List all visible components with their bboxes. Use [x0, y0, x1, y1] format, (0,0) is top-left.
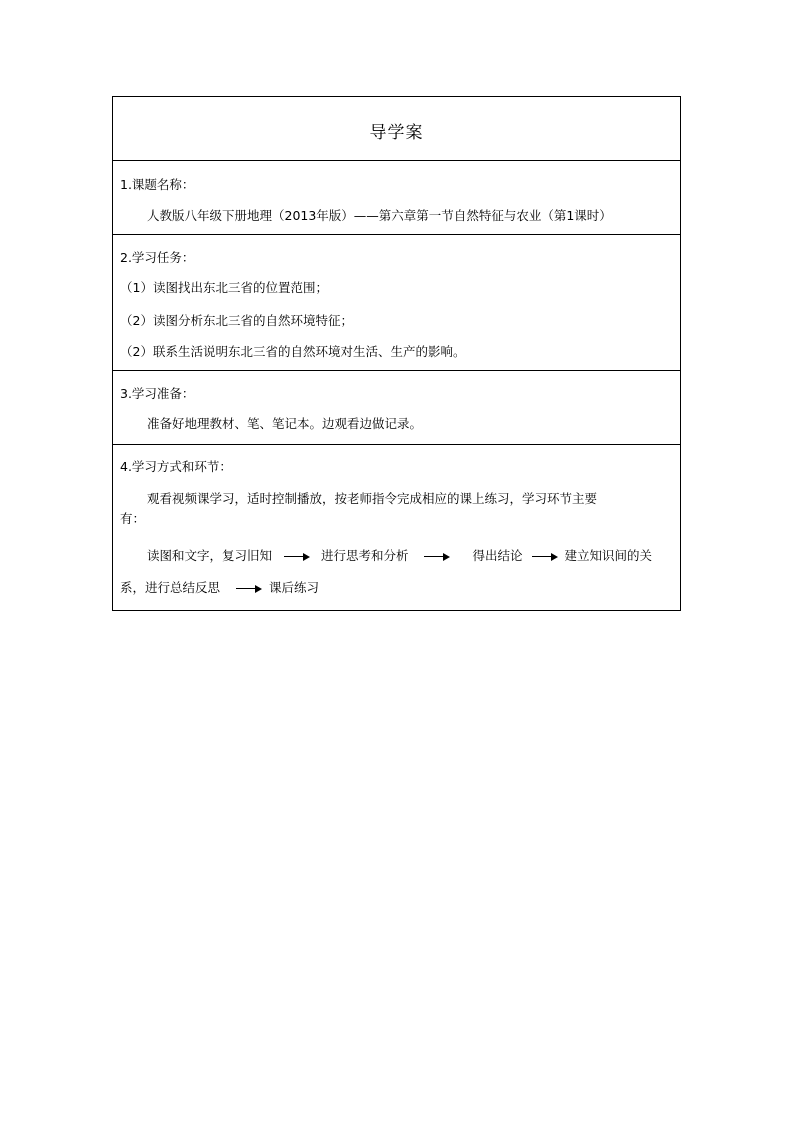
- section-topic: [113, 160, 680, 234]
- step-text: 得出结论: [472, 548, 523, 563]
- step-text: 读图和文字，复习旧知: [147, 548, 273, 563]
- title-cell: [113, 97, 680, 160]
- arrow-right-icon: [284, 552, 310, 562]
- step-text: 进行思考和分析: [320, 548, 409, 563]
- step-text: 课后练习: [268, 580, 319, 595]
- method-steps-line1: [147, 548, 652, 564]
- task-item: （1）读图找出东北三省的位置范围；: [120, 280, 328, 295]
- section-method: [113, 444, 680, 610]
- section-preparation: [113, 370, 680, 444]
- task-item: （2）联系生活说明东北三省的自然环境对生活、生产的影响。: [120, 344, 466, 359]
- task-item: （2）读图分析东北三省的自然环境特征；: [120, 313, 353, 328]
- arrow-right-icon: [532, 552, 558, 562]
- method-paragraph-line1: 观看视频课学习，适时控制播放，按老师指令完成相应的课上练习，学习环节主要: [147, 491, 598, 506]
- step-text: 建立知识间的关: [564, 548, 652, 563]
- method-paragraph-line2: 有：: [120, 511, 146, 526]
- section-preparation-heading: 3.学习准备：: [120, 386, 195, 401]
- section-topic-content: 人教版八年级下册地理（2013年版）——第六章第一节自然特征与农业（第1课时）: [147, 208, 612, 223]
- study-guide-table: [112, 96, 681, 611]
- arrow-right-icon: [424, 552, 450, 562]
- section-topic-heading: 1.课题名称：: [120, 177, 195, 192]
- arrow-right-icon: [236, 584, 262, 594]
- section-preparation-content: 准备好地理教材、笔、笔记本。边观看边做记录。: [147, 416, 423, 431]
- step-text: 系，进行总结反思: [120, 580, 221, 595]
- section-method-heading: 4.学习方式和环节：: [120, 459, 232, 474]
- section-tasks: [113, 234, 680, 370]
- document-title: 导学案: [369, 123, 424, 143]
- section-tasks-heading: 2.学习任务：: [120, 250, 195, 265]
- method-steps-line2: [120, 580, 319, 596]
